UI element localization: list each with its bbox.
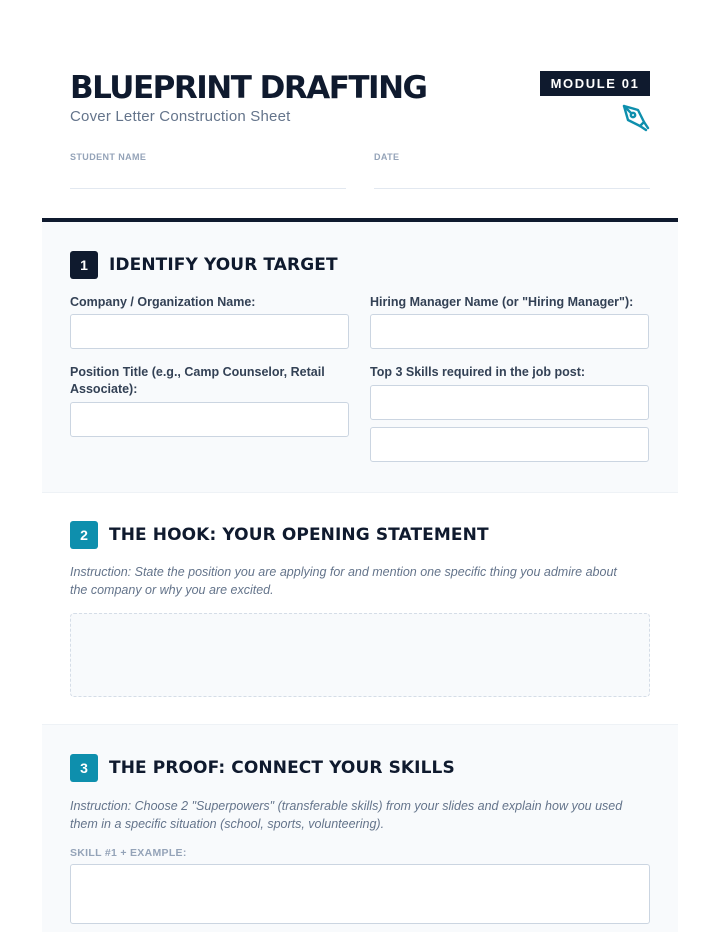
- pen-nib-icon: [620, 102, 650, 132]
- section-number-badge: 3: [70, 754, 98, 782]
- document-header: [70, 70, 650, 130]
- section-3-heading: [70, 754, 455, 782]
- section-number-badge: 1: [70, 251, 98, 279]
- section-title: IDENTIFY YOUR TARGET: [109, 255, 338, 275]
- date-input-line[interactable]: [374, 188, 650, 189]
- section-title: THE HOOK: YOUR OPENING STATEMENT: [109, 525, 489, 545]
- position-title-label: Position Title (e.g., Camp Counselor, Retail Associate):: [70, 365, 325, 396]
- section-identify-target: [42, 222, 678, 492]
- skill-input-1[interactable]: [370, 385, 649, 420]
- section-2-heading: [70, 521, 489, 549]
- student-name-label: STUDENT NAME: [70, 152, 147, 162]
- page-subtitle: Cover Letter Construction Sheet: [70, 108, 291, 125]
- section-number-badge: 2: [70, 521, 98, 549]
- date-field[interactable]: [374, 152, 650, 189]
- module-badge: MODULE 01: [540, 71, 650, 96]
- skill-input-2[interactable]: [370, 427, 649, 462]
- date-label: DATE: [374, 152, 400, 162]
- position-title-input[interactable]: [70, 402, 349, 437]
- skill-1-example-input[interactable]: [70, 864, 650, 924]
- section-title: THE PROOF: CONNECT YOUR SKILLS: [109, 758, 455, 778]
- page-title: BLUEPRINT DRAFTING: [70, 70, 427, 106]
- student-info-row: [70, 152, 650, 189]
- hiring-manager-input[interactable]: [370, 314, 649, 349]
- student-name-field[interactable]: [70, 152, 346, 189]
- instruction-text: Instruction: Choose 2 "Superpowers" (transferable skills) from your slides and explain how you used them in a specific situation (school, sports, volunteering).: [70, 799, 623, 831]
- opening-statement-textarea[interactable]: [70, 613, 650, 697]
- company-input[interactable]: [70, 314, 349, 349]
- section-proof: [42, 724, 678, 932]
- company-label: Company / Organization Name:: [70, 295, 256, 309]
- hiring-manager-label: Hiring Manager Name (or "Hiring Manager"):: [370, 295, 634, 309]
- section-hook: [42, 492, 678, 724]
- student-name-input-line[interactable]: [70, 188, 346, 189]
- instruction-text: Instruction: State the position you are applying for and mention one specific thing you admire about the company or why you are excited.: [70, 565, 617, 597]
- section-1-heading: [70, 251, 338, 279]
- skill-1-label: SKILL #1 + EXAMPLE:: [70, 847, 187, 859]
- top-skills-label: Top 3 Skills required in the job post:: [370, 365, 586, 379]
